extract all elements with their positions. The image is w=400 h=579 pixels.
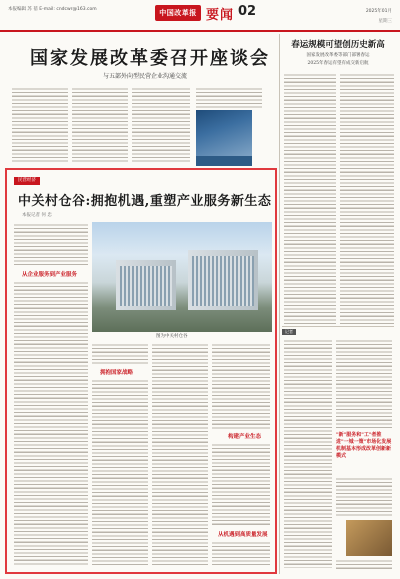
right-story-subhead-1: 国家发展改革委等部门部署春运 — [306, 53, 370, 58]
feature-text-col-2a — [92, 342, 148, 366]
main-story-text-col-4 — [196, 86, 262, 108]
main-story-text-col-3 — [132, 86, 190, 164]
edition-info: 本报编辑 苏 蓓 E-mail: cndcwr@163.com — [8, 7, 97, 12]
right-text-col-1 — [284, 72, 336, 324]
main-story-text-col-1 — [12, 86, 68, 164]
page-number: 02 — [238, 4, 257, 19]
right-section-tag: 记者 — [282, 329, 296, 335]
main-story-photo — [196, 110, 252, 156]
feature-text-col-4a — [212, 342, 270, 430]
newspaper-logo: 中国改革报 — [155, 5, 201, 21]
feature-subhead-4: 从机遇到高质量发展 — [218, 532, 268, 538]
main-story-text-col-2 — [72, 86, 128, 164]
right-story-pullquote: "新"服务和"工"者推进"一城一策"市场化发展机制基本形成改革创新新模式 — [336, 432, 392, 459]
feature-text-col-3 — [152, 342, 208, 566]
photo-building-right-windows — [192, 256, 254, 306]
photo-building-left-windows — [120, 266, 172, 306]
feature-subhead-2: 拥抱国家战略 — [100, 370, 134, 376]
feature-subhead-3: 构建产业生态 — [228, 434, 262, 440]
feature-text-col-1 — [14, 222, 88, 266]
feature-text-col-4b — [212, 442, 270, 526]
feature-tag: 民营经济 — [14, 177, 40, 185]
section-name: 要闻 — [206, 8, 235, 23]
right-text-col-2 — [340, 72, 394, 324]
main-story-photo-band — [196, 156, 252, 166]
right-story-thumbnail — [346, 520, 392, 556]
feature-subhead-1: 从企业服务到产业服务 — [22, 272, 78, 278]
issue-weekday: 星期三 — [378, 19, 392, 24]
right-section-divider — [282, 326, 394, 327]
feature-photo-caption: 图为中关村仓谷 — [156, 334, 188, 339]
right-story-headline: 春运规模可望创历史新高 — [291, 40, 385, 50]
right-text-col-3 — [284, 338, 332, 568]
feature-byline: 本报记者 何 忠 — [22, 213, 52, 218]
issue-date: 2025年01月 — [365, 9, 392, 14]
column-divider — [279, 34, 280, 574]
feature-headline: 中关村仓谷:拥抱机遇,重塑产业服务新生态 — [18, 194, 272, 209]
right-text-col-4b — [336, 476, 392, 516]
feature-text-col-4c — [212, 540, 270, 566]
right-story-subhead-2: 2025年春运有望有成交新启航 — [307, 61, 369, 66]
right-text-col-4a — [336, 338, 392, 428]
main-story-headline: 国家发展改革委召开座谈会 — [30, 48, 270, 69]
feature-text-col-2b — [92, 378, 148, 566]
feature-text-col-1b — [14, 280, 88, 566]
page-header — [0, 0, 400, 32]
feature-photo — [92, 222, 272, 332]
right-text-col-4c — [336, 558, 392, 570]
main-story-subhead: 与五部外向型民营企业沟通交流 — [102, 73, 187, 80]
